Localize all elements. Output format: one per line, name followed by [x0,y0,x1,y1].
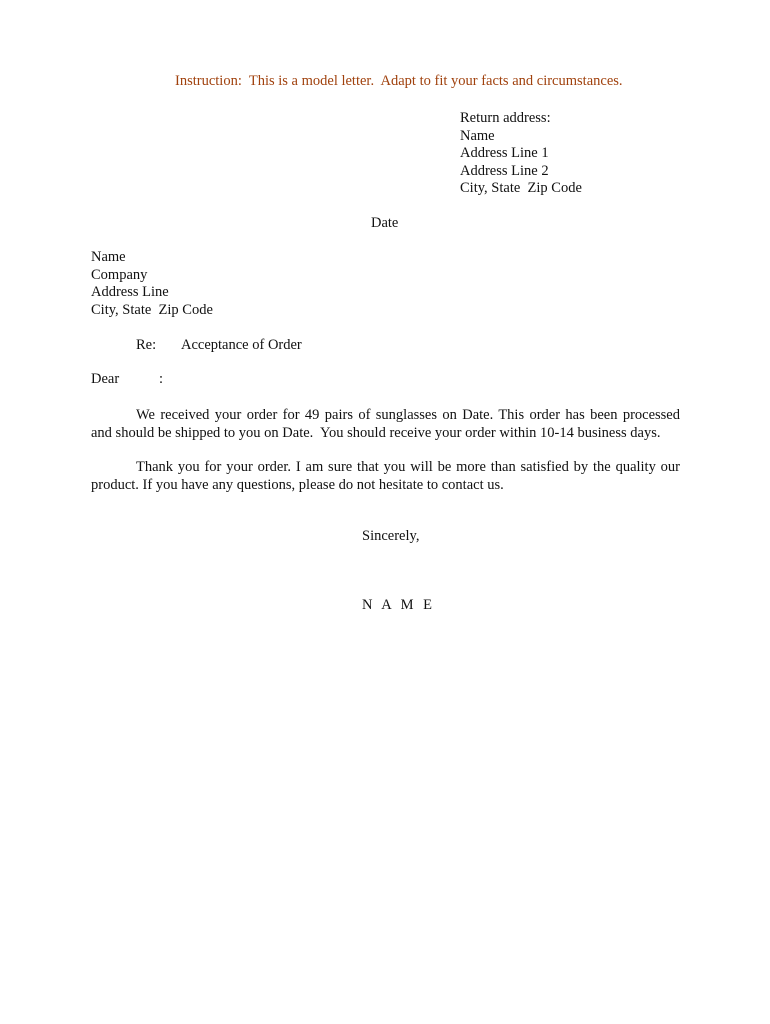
return-address-label: Return address: [460,110,551,126]
re-subject: Acceptance of Order [181,337,302,353]
recipient-address-line: Address Line [91,284,169,300]
re-label: Re: [136,337,157,353]
paragraph-1-line-1: We received your order for 49 pairs of sunglasses on Date. This order has been processed [136,407,680,423]
return-address-line1: Address Line 1 [460,145,549,161]
body-paragraph-1 [91,406,680,442]
closing: Sincerely, [362,528,420,544]
salutation-dear: Dear [91,371,120,387]
recipient-company: Company [91,266,148,283]
letter-date: Date [371,215,399,231]
paragraph-2-line-1: Thank you for your order. I am sure that you will be more than satisfied by the quality our [136,459,680,475]
return-address-line2: Address Line 2 [460,162,549,179]
paragraph-1-line-2: and should be shipped to you on Date. You should receive your order within 10-14 business days. [91,425,661,441]
signature-name: N A M E [362,597,435,613]
salutation-colon: : [159,371,164,387]
return-address-name: Name [460,127,495,144]
instruction-note: Instruction: This is a model letter. Adapt to fit your facts and circumstances. [175,73,623,89]
recipient-name: Name [91,249,126,265]
body-paragraph-2 [91,458,680,494]
recipient-city-state-zip: City, State Zip Code [91,301,213,318]
return-address-block [460,110,582,198]
paragraph-2-line-2: product. If you have any questions, please do not hesitate to contact us. [91,477,504,493]
return-address-city-state-zip: City, State Zip Code [460,180,582,196]
recipient-address-block [91,249,213,319]
